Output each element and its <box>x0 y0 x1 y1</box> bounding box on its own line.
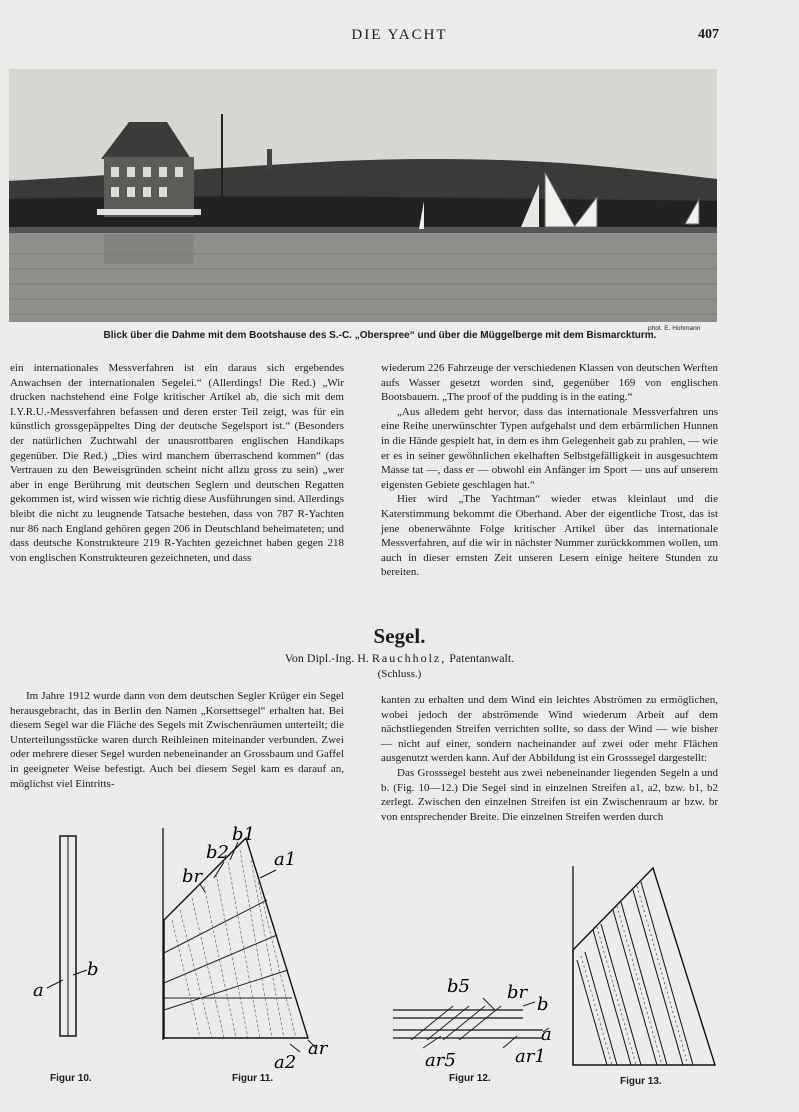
label-ar1: ar1 <box>515 1046 546 1067</box>
paragraph: Das Grosssegel besteht aus zwei nebeneinander liegenden Segeln a und b. (Fig. 10—12.) Die Segel sind in einzelnen Streifen a1, a2, bzw. b1, b2 zerlegt. Zwischen den einzelnen Streifen ist ein Zwischenraum ar bzw. br von entsprechender Breite. Die einzelnen Streifen werden durch <box>381 766 718 823</box>
article2-left-column <box>10 689 344 791</box>
label-a: a <box>33 980 44 1001</box>
article1-right-column <box>381 361 718 580</box>
label-b: b <box>537 994 549 1015</box>
label-ar5: ar5 <box>425 1050 456 1071</box>
label-br: br <box>507 982 528 1003</box>
paragraph: ein internationales Messverfahren ist ein daraus sich ergebendes Anwachsen der internationalen Segelei.“ (Allerdings! Die Red.) „Wir drucken nachstehend eine Folge kritischer Artikel ab, die sich mit dem I.Y.R.U.-Messverfahren befassen und deren erster Teil zeigt, was für ein künstlich grossgepäppeltes Ding der deutsche Segelsport ist.“ (Besonders der natürlichen Zuchtwahl der unausrottbaren englischen Handikaps gegenüber. Die Red.) „Dies wird manchem überraschend kommen“ (das Vertrauen zu den Beweisgründen scheint nicht allzu gross zu sein) „wer aber in enge Berührung mit deutschen Seglern und deutschen Regatten gekommen ist, wird wissen wie richtig diese Ausführungen sind. Allerdings bleibt die nicht zu leugnende Tatsache bestehen, dass von 787 R-Yachten nur 86 nach England gehören gegen 206 in Deutschland beheimateten; und dass deutsche Konstrukteure 219 R-Yachten gezeichnet haben gegen 218 von englischen Konstrukteuren gezeichneten, und dass <box>10 362 344 564</box>
label-b1: b1 <box>232 824 255 845</box>
byline <box>0 651 799 666</box>
figure-13-caption: Figur 13. <box>620 1076 662 1087</box>
figure-12-caption: Figur 12. <box>449 1073 491 1084</box>
paragraph: „Aus alledem geht hervor, dass das internationale Messverfahren uns eine Reihe unerwünschter Typen aufgehalst und dem erbärmlichen Hunnen in die Hände gespielt hat, in dem es ihm Gelegenheit gab zu prahlen, — wie er es in seiner gewöhnlichen ekelhaften Selbstgefälligkeit in ausgesuchtem Masse tat —, dass er — obwohl ein Anfänger im Sport — uns auf unserem eigensten Gebiete geschlagen hat.“ <box>381 405 718 491</box>
article-subtitle: (Schluss.) <box>377 668 422 680</box>
article2-right-column <box>381 693 718 824</box>
figure-12-drawing <box>383 970 568 1075</box>
label-b5: b5 <box>447 976 470 997</box>
label-ar: ar <box>308 1038 328 1059</box>
article1-left-column <box>10 361 344 565</box>
label-a2: a2 <box>274 1052 297 1073</box>
paragraph: kanten zu erhalten und dem Wind ein leichtes Abströmen zu ermöglichen, wobei jedoch der abströmende Wind wiederum Arbeit auf dem nächstliegenden Streifen verrichten sollte, so dass der Wind — wie bisher — nicht auf einer, sondern nacheinander auf zwei oder mehr Flächen ausgenutzt werden kann. Auf der Abbildung ist ein Grosssegel dargestellt: <box>381 694 718 765</box>
figure-10-drawing <box>25 830 115 1045</box>
label-a1: a1 <box>274 849 297 870</box>
running-head: DIE YACHT <box>351 27 448 43</box>
byline-suffix: Patentanwalt. <box>449 651 515 665</box>
article-title: Segel. <box>373 624 426 648</box>
paragraph: Hier wird „The Yachtman“ wieder etwas kleinlaut und die Katerstimmung bekommt die Oberhand. Aber der eigentliche Trost, das ist jene obenerwähnte Folge kritischer Artikel über das internationale Messverfahren, auf die wir in nächster Nummer zurückkommen wollen, um auch in dieser ernsten Zeit unseren Lesern einige heitere Stunden zu bereiten. <box>381 493 718 579</box>
label-b2: b2 <box>206 842 229 863</box>
paragraph: wiederum 226 Fahrzeuge der verschiedenen Klassen von deutschen Werften aufs Wasser gesetzt worden sind, gegenüber 169 von englischen Bootsbauern. „The proof of the pudding is in the eating.“ <box>381 362 718 404</box>
page-number: 407 <box>698 27 719 42</box>
figure-10-caption: Figur 10. <box>50 1073 92 1084</box>
photo-caption: Blick über die Dahme mit dem Bootshause des S.-C. „Oberspree“ und über die Müggelberge mit dem Bismarckturm. <box>103 330 657 341</box>
landscape-photo <box>9 69 717 322</box>
paragraph: Im Jahre 1912 wurde dann von dem deutschen Segler Krüger ein Segel herausgebracht, das in Berlin den Namen „Korsettsegel“ erhalten hat. Bei diesem Segel war die Fläche des Segels mit Zwischenräumen unterteilt; die Unterteilungsstücke waren durch Reihleinen miteinander verbunden. Zwei oder mehrere dieser Segel wurden nebeneinander an Grossbaum und Gaffel in geeigneter Weise befestigt. Auch bei diesem Segel kam es darauf an, möglichst viel Eintritts- <box>10 690 344 790</box>
photo-credit: phot. E. Hohmann <box>648 325 701 332</box>
byline-prefix: Von Dipl.-Ing. H. <box>284 651 369 665</box>
author-name: Rauchholz, <box>371 651 447 665</box>
figure-11-caption: Figur 11. <box>232 1073 274 1084</box>
figure-11-drawing <box>150 820 350 1075</box>
label-br: br <box>182 866 203 887</box>
label-a: a <box>541 1024 552 1045</box>
figure-13-drawing <box>565 860 725 1075</box>
label-b: b <box>87 959 99 980</box>
